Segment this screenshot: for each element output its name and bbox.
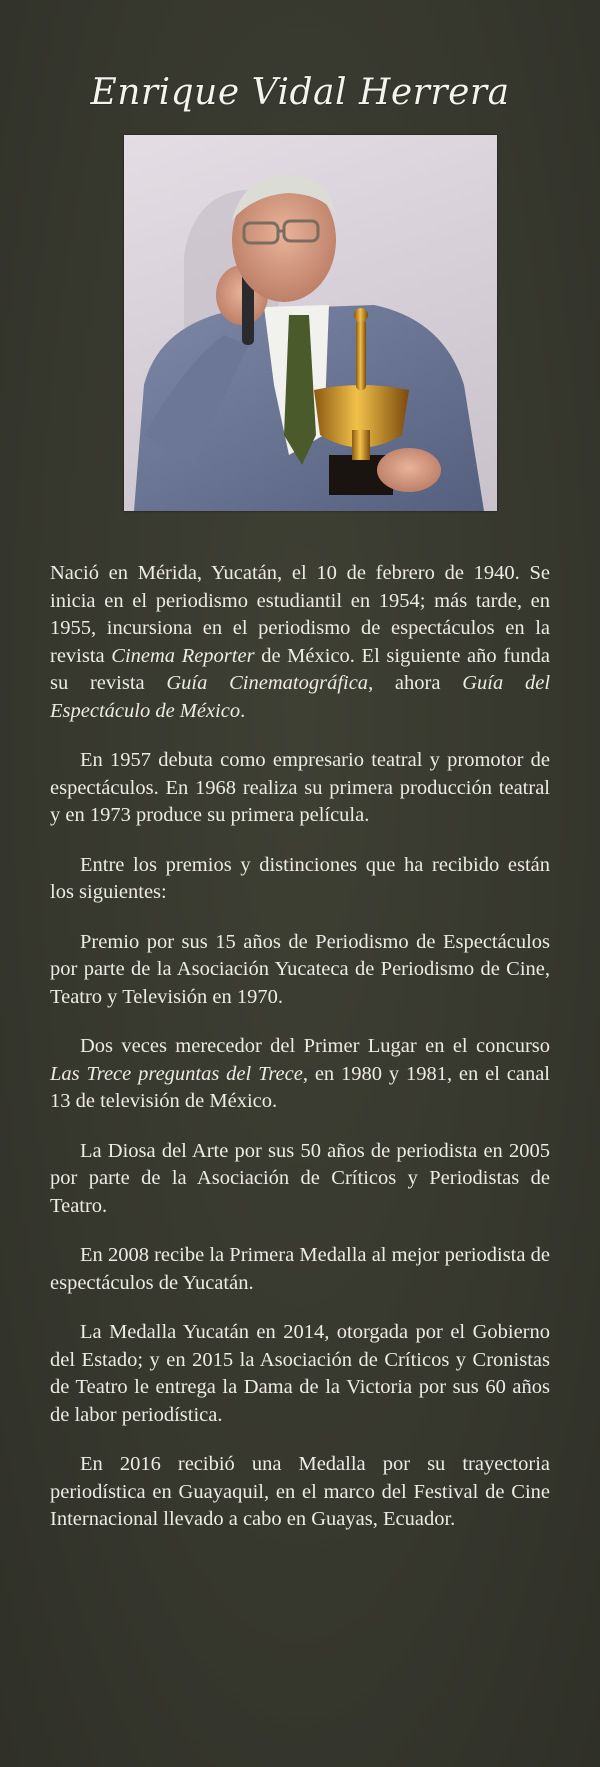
bio-paragraph bbox=[50, 560, 550, 725]
paragraph-text: . bbox=[240, 699, 246, 722]
paragraph-text: de México. El siguiente año funda su revista bbox=[50, 644, 550, 694]
italic-title-text: Cinema Reporter bbox=[111, 644, 255, 667]
bio-paragraph bbox=[50, 747, 550, 830]
bio-paragraph bbox=[50, 929, 550, 1012]
paragraph-text: , ahora bbox=[368, 672, 463, 694]
paragraph-text: Entre los premios y distinciones que ha recibido están los siguientes: bbox=[50, 853, 550, 903]
paragraph-text: Dos veces merecedor del Primer Lugar en el concurso bbox=[80, 1035, 550, 1057]
bio-paragraph bbox=[50, 1451, 550, 1534]
bio-paragraph bbox=[50, 1138, 550, 1221]
bio-paragraph bbox=[50, 852, 550, 907]
paragraph-text: En 2016 recibió una Medalla por su trayectoria periodística en Guayaquil, en el marco del Festival de Cine Internacional llevado a cabo en Guayas, Ecuador. bbox=[50, 1453, 550, 1530]
paragraph-text: En 1957 debuta como empresario teatral y promotor de espectáculos. En 1968 realiza su primera producción teatral y en 1973 produce su primera película. bbox=[50, 749, 550, 826]
paragraph-text: La Diosa del Arte por sus 50 años de periodista en 2005 por parte de la Asociación de Críticos y Periodistas de Teatro. bbox=[50, 1139, 550, 1217]
paragraph-text: Nació en Mérida, Yucatán, el 10 de febrero de 1940. Se inicia en el periodismo estudiantil en 1954; más tarde, en 1955, incursiona en el periodismo de espectáculos en la revista bbox=[50, 562, 550, 667]
paragraph-text: Premio por sus 15 años de Periodismo de Espectáculos por parte de la Asociación Yucateca de Periodismo de Cine, Teatro y Televisión en 1970. bbox=[50, 930, 550, 1008]
bio-paragraph bbox=[50, 1033, 550, 1116]
portrait-illustration bbox=[124, 135, 497, 511]
paragraph-text: La Medalla Yucatán en 2014, otorgada por el Gobierno del Estado; y en 2015 la Asociación de Críticos y Cronistas de Teatro le entrega la Dama de la Victoria por sus 60 años de labor periodística. bbox=[50, 1321, 550, 1426]
italic-title-text: Guía del Espectáculo de México bbox=[50, 672, 551, 722]
paragraph-text: En 2008 recibe la Primera Medalla al mejor periodista de espectáculos de Yucatán. bbox=[50, 1244, 550, 1294]
italic-title-text: Las Trece preguntas del Trece bbox=[50, 1062, 303, 1085]
bio-paragraph bbox=[50, 1319, 550, 1429]
portrait-photo bbox=[124, 135, 497, 511]
italic-title-text: Guía Cinematográfica bbox=[166, 672, 369, 694]
page-title: Enrique Vidal Herrera bbox=[90, 72, 510, 113]
bio-paragraph bbox=[50, 1242, 550, 1297]
biography-text bbox=[50, 560, 550, 1556]
paragraph-text: , en 1980 y 1981, en el canal 13 de televisión de México. bbox=[50, 1062, 550, 1112]
